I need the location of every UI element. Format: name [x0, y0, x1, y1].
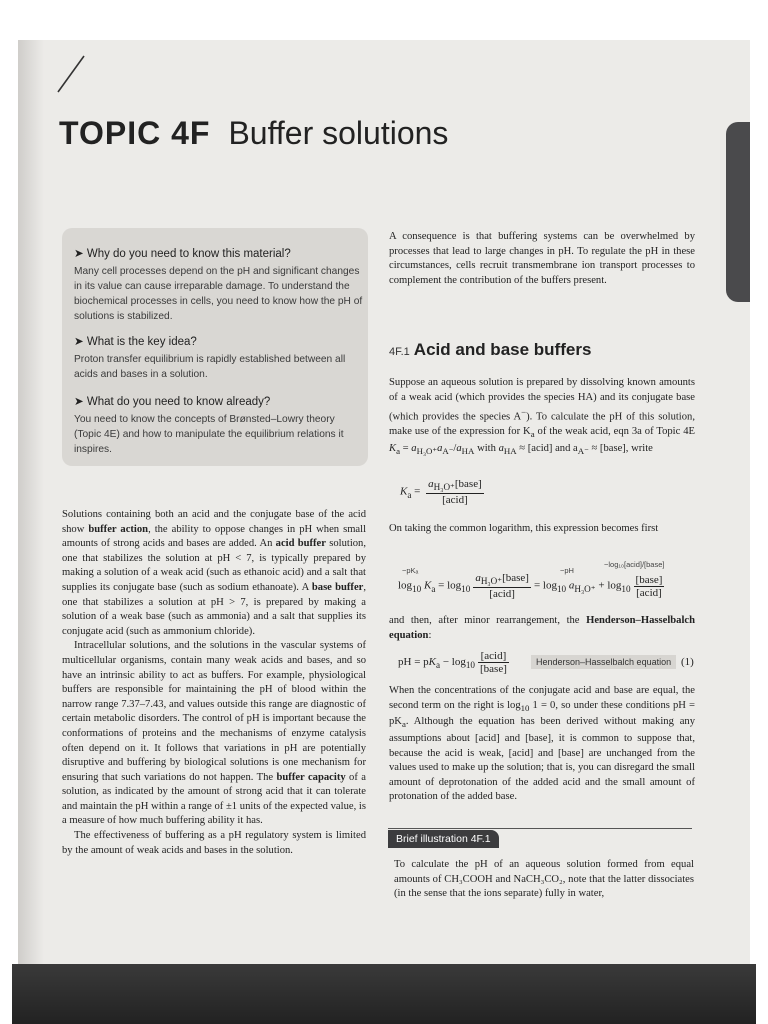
- section-number: 4F.1: [389, 346, 410, 358]
- box-question-2-text: What is the key idea?: [86, 336, 197, 348]
- page-gutter-shadow: [18, 40, 44, 976]
- page-title: [59, 115, 448, 152]
- suppose-paragraph: Suppose an aqueous solution is prepared by dissolving known amounts of a weak acid (which provides the species HA) and its conjugate base (which provides the species A−). To calculate the pH of this solution, make use of the expression for $K_a$ of the weak acid, eqn 3a of Topic 4E $K_a = a_{H_3O^+}a_{A^-}/a_{HA}$ with $a_{HA}$ ≈ [acid] and $a_{A^-}$ ≈ [base], write: [389, 377, 695, 457]
- annotation-ph: −pH: [560, 566, 574, 575]
- log-equation: $\log_{10} K_a = \log_{10}$ $\frac{a_{H_3O^+}[base]}{\text{[acid]}}$ = $\log_{10} a_{H_3O^+} + \log_{10}$ $\frac{\text{[base]}}{\text{[acid]}}$: [398, 572, 663, 601]
- brief-illustration-text: To calculate the pH of an aqueous solution formed from equal amounts of CH₃COOH and NaCH₃CO₂, note that the latter dissociates (in the sense that the ions separate) fully in water,: [394, 859, 694, 900]
- paragraph-buffer-action: Solutions containing both an acid and the conjugate base of the acid show buffer action, the ability to oppose changes in pH when small amounts of strong acids and bases are added. An acid buffer solution, one that stabilizes the solution at pH < 7, is typically prepared by making a solution of a weak acid (such as ethanoic acid) and a salt that supplies its conjugate base (such as sodium ethanoate). A base buffer, one that stabilizes a solution at pH > 7, is prepared by making a solution of a weak base (such as ammonia) and a salt that supplies its conjugate acid (such as ammonium chloride).: [62, 509, 367, 637]
- then-paragraph: and then, after minor rearrangement, the Henderson–Hasselbalch equation:: [389, 615, 695, 641]
- box-question-1: ➤ Why do you need to know this material?: [74, 248, 291, 260]
- right-intro-paragraph: A consequence is that buffering systems can be overwhelmed by processes that lead to large changes in pH. To regulate the pH in these circumstances, cells recruit transmembrane ion transport processes to complement the contribution of the buffers present.: [389, 231, 695, 286]
- page-bottom-edge: [12, 964, 756, 1024]
- annotation-log: −log₁₀[acid]/[base]: [604, 560, 665, 569]
- equation-number: (1): [681, 656, 694, 668]
- box-question-3-text: What do you need to know already?: [86, 396, 271, 408]
- brief-illustration-tab: Brief illustration 4F.1: [388, 830, 499, 848]
- box-answer-1: Many cell processes depend on the pH and significant changes in its value can cause irreparable damage. To understand the biochemical processes in cells, you need to know how the pH of solutions is stabilized.: [74, 266, 363, 322]
- key-questions-box: [62, 228, 368, 466]
- topic-number: TOPIC 4F: [59, 115, 211, 151]
- pen-mark-icon: [40, 50, 90, 100]
- left-column: [62, 508, 366, 858]
- henderson-hasselbalch-equation: pH = $pK_a - \log_{10}$ $\frac{\text{[acid]}}{\text{[base]}}$: [398, 650, 507, 675]
- topic-title: Buffer solutions: [228, 115, 449, 151]
- ka-equation: $K_a$ = $\frac{a_{H_3O^+}[base]}{\text{[acid]}}$: [400, 478, 482, 507]
- when-paragraph: When the concentrations of the conjugate acid and base are equal, the second term on the right is $\log_{10} 1 = 0$, so under these conditions pH = $pK_a$. Although the equation has been derived without making any assumptions about [acid] and [base], it is common to suppose that, because the acid is weak, [acid] and [base] are unchanged from the values used to make up the solution; that is, you can disregard the small amount of deprotonation of the added acid and the small amount of protonation of the added base.: [389, 685, 695, 803]
- paragraph-effectiveness: The effectiveness of buffering as a pH regulatory system is limited by the amount of weak acids and bases in the solution.: [62, 830, 366, 856]
- section-heading: [389, 340, 591, 360]
- taking-paragraph: On taking the common logarithm, this expression becomes first: [389, 523, 659, 534]
- box-question-1-text: Why do you need to know this material?: [86, 248, 291, 260]
- box-question-3: ➤ What do you need to know already?: [74, 396, 271, 408]
- chapter-thumb-tab: [726, 122, 750, 302]
- box-answer-2: Proton transfer equilibrium is rapidly established between all acids and bases in a solution.: [74, 354, 346, 380]
- paragraph-intracellular: Intracellular solutions, and the solutions in the vascular systems of multicellular organisms, contain many weak acids and bases, and so have an intrinsic ability to act as buffers. For example, physiological buffers are responsible for maintaining the pH of blood within the narrow range 7.37–7.43, and values outside this range are diagnostic of certain metabolic disorders. The control of pH is important because the conformations of proteins and the mechanisms of enzyme catalysis often depend on it. It follows that variations in pH are potentially disruptive and buffering by biological solutions is one mechanism for ensuring that such variations do not happen. The buffer capacity of a solution, as indicated by the amount of strong acid that it can tolerate and maintain the pH within a range of ±1 units of the expected value, is a measure of how much buffering ability it has.: [62, 640, 366, 827]
- section-title: Acid and base buffers: [413, 340, 592, 359]
- brief-divider: [388, 828, 692, 829]
- equation-label: Henderson–Hasselbalch equation: [531, 655, 676, 669]
- annotation-pka: −pKₐ: [402, 566, 419, 575]
- box-question-2: ➤ What is the key idea?: [74, 336, 197, 348]
- box-answer-3: You need to know the concepts of Brønsted–Lowry theory (Topic 4E) and how to manipulate the equilibrium relations it inspires.: [74, 414, 344, 455]
